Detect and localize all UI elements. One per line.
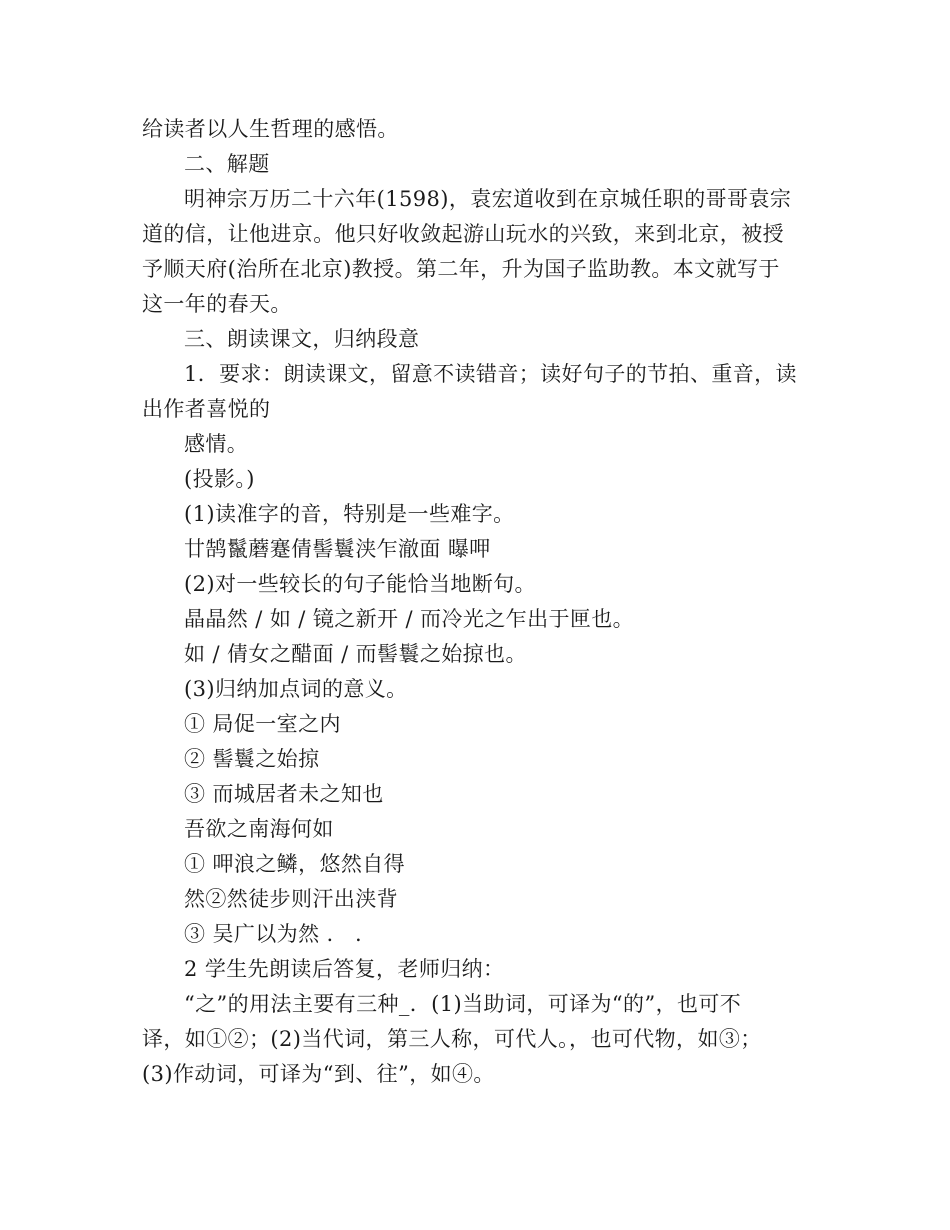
list-item: 然②然徒步则汗出浃背 — [184, 887, 398, 911]
text-line: 这一年的春天。 — [142, 292, 292, 316]
text-line: 予顺天府(治所在北京)教授。第二年，升为国子监助教。本文就写于 — [142, 257, 780, 281]
text-line: 明神宗万历二十六年(1598)，袁宏道收到在京城任职的哥哥袁宗 — [184, 187, 792, 211]
list-item: ② 髻鬟之始掠 — [184, 747, 320, 771]
text-line: (2)对一些较长的句子能恰当地断句。 — [184, 572, 536, 596]
text-line: 2 学生先朗读后答复，老师归纳： — [184, 957, 505, 981]
text-line: 出作者喜悦的 — [142, 397, 271, 421]
text-line: 给读者以人生哲理的感悟。 — [142, 117, 399, 141]
text-line: 道的信，让他进京。他只好收敛起游山玩水的兴致，来到北京，被授 — [142, 222, 784, 246]
text-line: (3)归纳加点词的意义。 — [184, 677, 408, 701]
list-item: ③ 吴广以为然 . . — [184, 922, 363, 946]
list-item: ① 呷浪之鳞，悠然自得 — [184, 852, 406, 876]
text-line: (1)读准字的音，特别是一些难字。 — [184, 502, 515, 526]
text-line: 晶晶然 / 如 / 镜之新开 / 而冷光之乍出于匣也。 — [184, 607, 635, 631]
section-heading-2: 二、解题 — [184, 152, 270, 176]
list-item: ③ 而城居者未之知也 — [184, 782, 384, 806]
text-line: (投影。) — [184, 467, 255, 491]
text-line: 如 / 倩女之醋面 / 而髻鬟之始掠也。 — [184, 642, 527, 666]
text-line: (3)作动词，可译为“到、往”，如④。 — [142, 1062, 495, 1086]
text-line: 译，如①②；(2)当代词，第三人称，可代人。，也可代物，如③； — [142, 1027, 762, 1051]
list-item: ① 局促一室之内 — [184, 712, 341, 736]
list-item: 吾欲之南海何如 — [184, 817, 334, 841]
text-line: 1．要求：朗读课文，留意不读错音；读好句子的节拍、重音，读 — [184, 362, 797, 386]
text-line: 感情。 — [184, 432, 249, 456]
document-body — [142, 112, 814, 1092]
section-heading-3: 三、朗读课文，归纳段意 — [184, 327, 420, 351]
text-line: 廿鹄鬣蘑蹇倩髻鬟浃乍澈面 曝呷 — [184, 537, 491, 561]
text-line: “之”的用法主要有三种_．(1)当助词，可译为“的”，也可不 — [184, 992, 742, 1016]
